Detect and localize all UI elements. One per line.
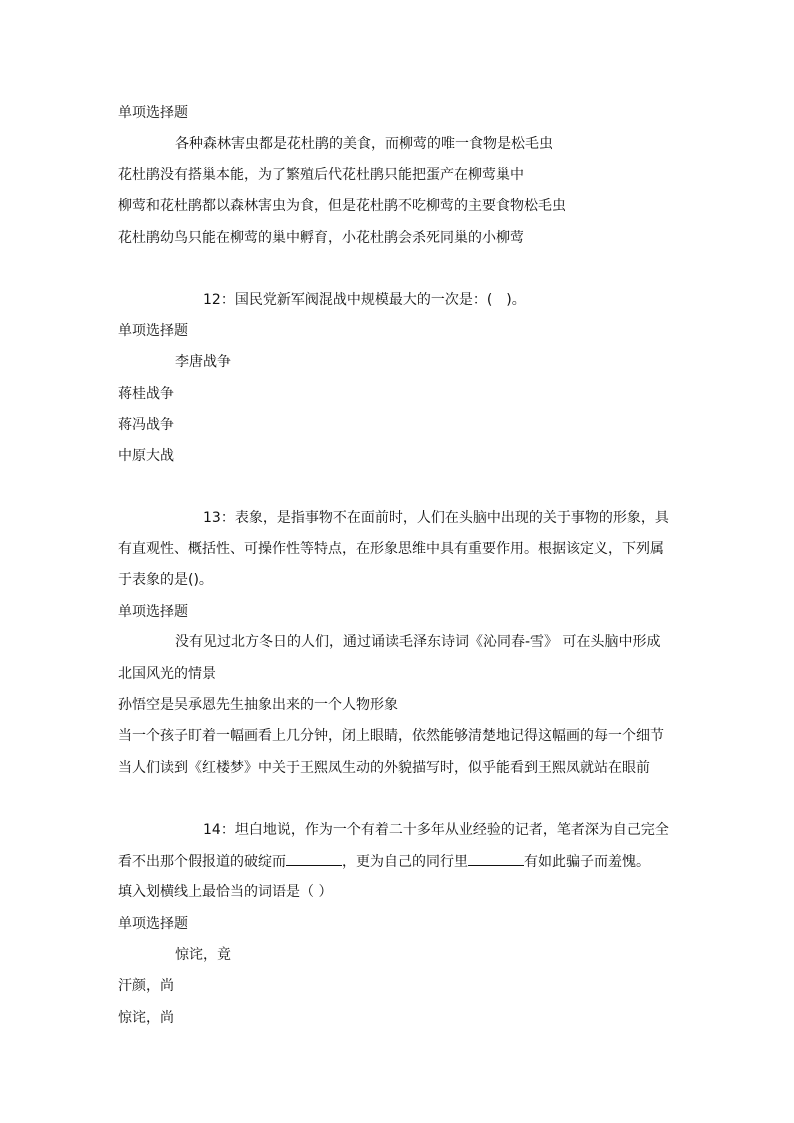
q14-question-line-3: 填入划横线上最恰当的词语是（ ） — [118, 884, 333, 900]
q13-option-c[interactable]: 当一个孩子盯着一幅画看上几分钟，闭上眼睛，依然能够清楚地记得这幅画的每一个细节 — [118, 728, 664, 744]
q12-type-label: 单项选择题 — [118, 323, 188, 339]
q12-question: 12：国民党新军阀混战中规模最大的一次是：( )。 — [203, 292, 526, 308]
q14-question-line-1: 14：坦白地说，作为一个有着二十多年从业经验的记者，笔者深为自己完全 — [203, 822, 669, 838]
q14-text-part-1: 看不出那个假报道的破绽而 — [118, 854, 286, 870]
q11-option-b[interactable]: 花杜鹃没有搭巢本能，为了繁殖后代花杜鹃只能把蛋产在柳莺巢中 — [118, 167, 524, 183]
q11-option-d[interactable]: 花杜鹃幼鸟只能在柳莺的巢中孵育，小花杜鹃会杀死同巢的小柳莺 — [118, 230, 524, 246]
q14-text-part-2: ，更为自己的同行里 — [342, 854, 468, 870]
q13-option-b[interactable]: 孙悟空是吴承恩先生抽象出来的一个人物形象 — [118, 697, 398, 713]
q11-option-a[interactable]: 各种森林害虫都是花杜鹃的美食，而柳莺的唯一食物是松毛虫 — [175, 136, 553, 152]
q14-text-part-3: 有如此骗子而羞愧。 — [524, 854, 650, 870]
q14-question-line-2 — [118, 851, 678, 872]
q14-option-a[interactable]: 惊诧，竟 — [175, 947, 231, 963]
q11-option-c[interactable]: 柳莺和花杜鹃都以森林害虫为食，但是花杜鹃不吃柳莺的主要食物松毛虫 — [118, 198, 566, 214]
q13-type-label: 单项选择题 — [118, 604, 188, 620]
q12-option-b[interactable]: 蒋桂战争 — [118, 386, 174, 402]
q14-blank-1 — [286, 851, 342, 866]
q14-option-c[interactable]: 惊诧，尚 — [118, 1010, 174, 1026]
q12-option-a[interactable]: 李唐战争 — [175, 354, 231, 370]
q13-question-line-3: 于表象的是()。 — [118, 572, 213, 588]
q12-option-d[interactable]: 中原大战 — [118, 448, 174, 464]
q11-type-label: 单项选择题 — [118, 105, 188, 121]
q13-option-a-line-2[interactable]: 北国风光的情景 — [118, 666, 216, 682]
q13-question-line-1: 13：表象，是指事物不在面前时，人们在头脑中出现的关于事物的形象，具 — [203, 510, 669, 526]
q14-type-label: 单项选择题 — [118, 916, 188, 932]
q12-option-c[interactable]: 蒋冯战争 — [118, 417, 174, 433]
q13-option-d[interactable]: 当人们读到《红楼梦》中关于王熙凤生动的外貌描写时，似乎能看到王熙凤就站在眼前 — [118, 760, 650, 776]
q13-question-line-2: 有直观性、概括性、可操作性等特点，在形象思维中具有重要作用。根据该定义，下列属 — [118, 541, 664, 557]
q14-blank-2 — [468, 851, 524, 866]
q14-option-b[interactable]: 汗颜，尚 — [118, 978, 174, 994]
q13-option-a-line-1[interactable]: 没有见过北方冬日的人们，通过诵读毛泽东诗词《沁同春-雪》 可在头脑中形成 — [175, 634, 661, 650]
